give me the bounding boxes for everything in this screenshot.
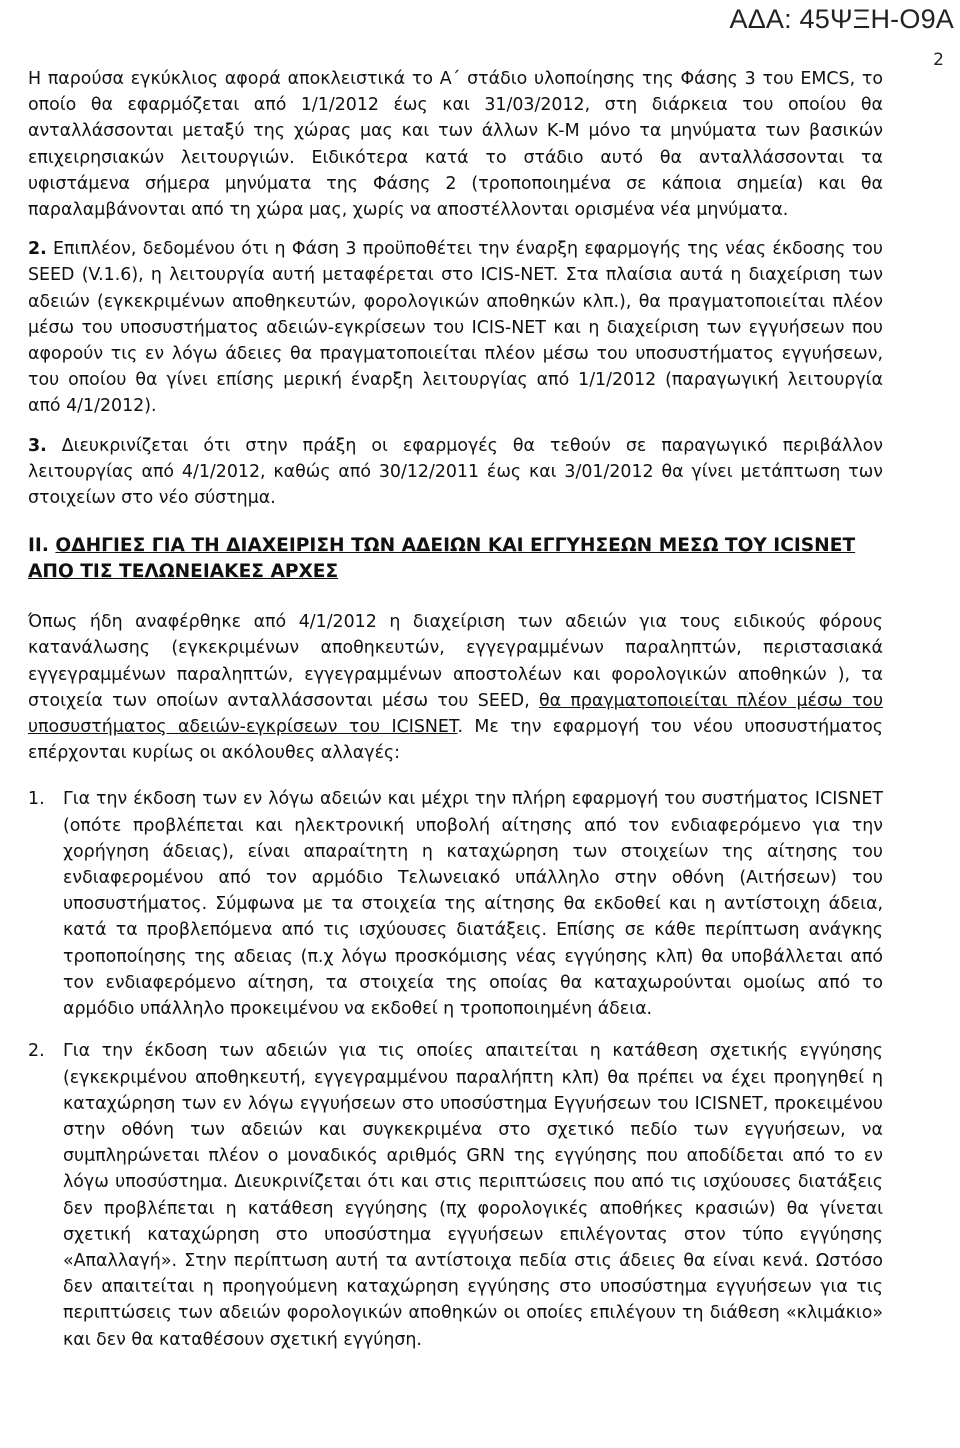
heading-title: ΟΔΗΓΙΕΣ ΓΙΑ ΤΗ ΔΙΑΧΕΙΡΙΣΗ ΤΩΝ ΑΔΕΙΩΝ ΚΑΙ ΕΓΓΥΗΣΕΩΝ ΜΕΣΩ ΤΟΥ ICISNET ΑΠΟ ΤΙΣ ΤΕΛΩΝΕΙΑΚΕΣ ΑΡΧΕΣ (28, 535, 856, 583)
ada-code: ΑΔΑ: 45ΨΞΗ-Ο9Α (729, 4, 954, 34)
heading-number: ΙΙ. (28, 535, 49, 557)
list-item (28, 1038, 883, 1352)
section-2-text: Επιπλέον, δεδομένου ότι η Φάση 3 προϋποθέτει την έναρξη εφαρμογής της νέας έκδοσης του SEED (V.1.6), η λειτουργία αυτή μεταφέρεται στο ICIS-NET. Στα πλαίσια αυτά η διαχείριση των αδειών (εγκεκριμένων αποθηκευτών, φορολογικών αποθηκών κλπ.), θα πραγματοποιείται πλέον μέσω του υποσυστήματος αδειών-εγκρίσεων του ICIS-NET και η διαχείριση των εγγυήσεων που αφορούν τις εν λόγω άδειες θα πραγματοποιείται πλέον μέσω του υποσυστήματος εγγυήσεων, του οποίου θα γίνει επίσης μερική έναρξη λειτουργίας από 1/1/2012 (παραγωγική λειτουργία από 4/1/2012). (28, 239, 883, 417)
section-3-paragraph (28, 433, 883, 512)
main-paragraph-end: . Με την εφαρμογή του νέου υποσυστήματος επέρχονται κυρίως οι ακόλουθες αλλαγές: (28, 717, 883, 764)
intro-paragraph: Η παρούσα εγκύκλιος αφορά αποκλειστικά το Α΄ στάδιο υλοποίησης της Φάσης 3 του EMCS, το οποίο θα εφαρμόζεται από 1/1/2012 έως και 31/03/2012, στη διάρκεια του οποίου θα ανταλλάσσονται μεταξύ της χώρας μας και των άλλων Κ-Μ μόνο τα μηνύματα των βασικών επιχειρησιακών λειτουργιών. Ειδικότερα κατά το στάδιο αυτό θα ανταλλάσσονται τα υφιστάμενα σήμερα μηνύματα της Φάσης 2 (τροποποιημένα σε κάποια σημεία) και θα παραλαμβάνονται από τη χώρα μας, χωρίς να αποστέλλονται ορισμένα νέα μηνύματα. (28, 69, 883, 221)
page-number: 2 (933, 50, 944, 70)
list-item-number: 2. (28, 1041, 45, 1062)
list-item (28, 786, 883, 1022)
main-paragraph (28, 609, 883, 766)
list-item-text: Για την έκδοση των αδειών για τις οποίες απαιτείται η κατάθεση σχετικής εγγύησης (εγκεκριμένου αποθηκευτή, εγγεγραμμένου παραλήπτη κλπ) θα πρέπει να έχει προηγηθεί η καταχώρηση των εν λόγω εγγυήσεων στο υποσύστημα Εγγυήσεων του ICISNET, προκειμένου στην οθόνη των αδειών και συγκεκριμένα στο σχετικό πεδίο των εγγυήσεων, να συμπληρώνεται πλέον ο μοναδικός αριθμός GRN της εγγύησης που αποδίδεται από το εν λόγω υποσύστημα. Διευκρινίζεται ότι και στις περιπτώσεις που από τις ισχύουσες διατάξεις δεν προβλέπεται η κατάθεση εγγύησης (πχ φορολογικές αποθήκες κρασιών) θα γίνεται σχετική καταχώρηση στο υποσύστημα εγγυήσεων επιλέγοντας στον τύπο εγγύησης «Απαλλαγή». Στην περίπτωση αυτή τα αντίστοιχα πεδία στις άδειες θα είναι κενά. Ωστόσο δεν απαιτείται η προηγούμενη καταχώρηση εγγύησης στο υποσύστημα εγγυήσεων για τις περιπτώσεις των αδειών φορολογικών αποθηκών οι οποίες επιλέγουν τη διάθεση «κλιμάκιο» και δεν θα καταθέσουν σχετική εγγύηση. (63, 1041, 883, 1350)
section-2-paragraph (28, 236, 883, 419)
section-2-number: 2. (28, 239, 47, 260)
main-paragraph-underlined: θα πραγματοποιείται πλέον μέσω του υποσυστήματος αδειών-εγκρίσεων του ICISNET (28, 690, 884, 738)
main-paragraph-start: Όπως ήδη αναφέρθηκε από 4/1/2012 η διαχείριση των αδειών για τους ειδικούς φόρους κατανάλωσης (εγκεκριμένων αποθηκευτών, εγγεγραμμένων παραληπτών, περιστασιακά εγγεγραμμένων παραληπτών, εγγεγραμμένων αποστολέων και φορολογικών αποθηκών ), τα στοιχεία των οποίων ανταλλάσσονται μέσω του SEED, (28, 612, 883, 711)
document-body (28, 66, 883, 1353)
section-3-text: Διευκρινίζεται ότι στην πράξη οι εφαρμογές θα τεθούν σε παραγωγικό περιβάλλον λειτουργίας από 4/1/2012, καθώς από 30/12/2011 έως και 3/01/2012 θα γίνει μετάπτωση των στοιχείων στο νέο σύστημα. (28, 435, 883, 509)
list-item-number: 1. (28, 789, 45, 810)
list-item-text: Για την έκδοση των εν λόγω αδειών και μέχρι την πλήρη εφαρμογή του συστήματος ICISNET (οπότε προβλέπεται και ηλεκτρονική υποβολή αίτησης από τον ενδιαφερόμενο για την χορήγηση άδειας), είναι απαραίτητη η καταχώρηση των στοιχείων της αίτησης του ενδιαφερομένου από τον αρμόδιο Τελωνειακό υπάλληλο στην οθόνη (Αιτήσεων) του υποσυστήματος. Σύμφωνα με τα στοιχεία της αίτησης θα εκδοθεί και η αντίστοιχη άδεια, κατά τα προβλεπόμενα από τις ισχύουσες διατάξεις. Επίσης σε κάθε περίπτωση ανάγκης τροποποίησης της αδειας (π.χ λόγω προσκόμισης νέας εγγύησης κλπ) θα υποβάλλεται από τον ενδιαφερόμενο αίτηση, τα στοιχεία της οποίας θα καταχωρούνται ομοίως από το αρμόδιο υπάλληλο προκειμένου να εκδοθεί η τροποποιημένη άδεια. (63, 789, 883, 1020)
section-heading (28, 533, 883, 585)
section-3-number: 3. (28, 435, 47, 456)
